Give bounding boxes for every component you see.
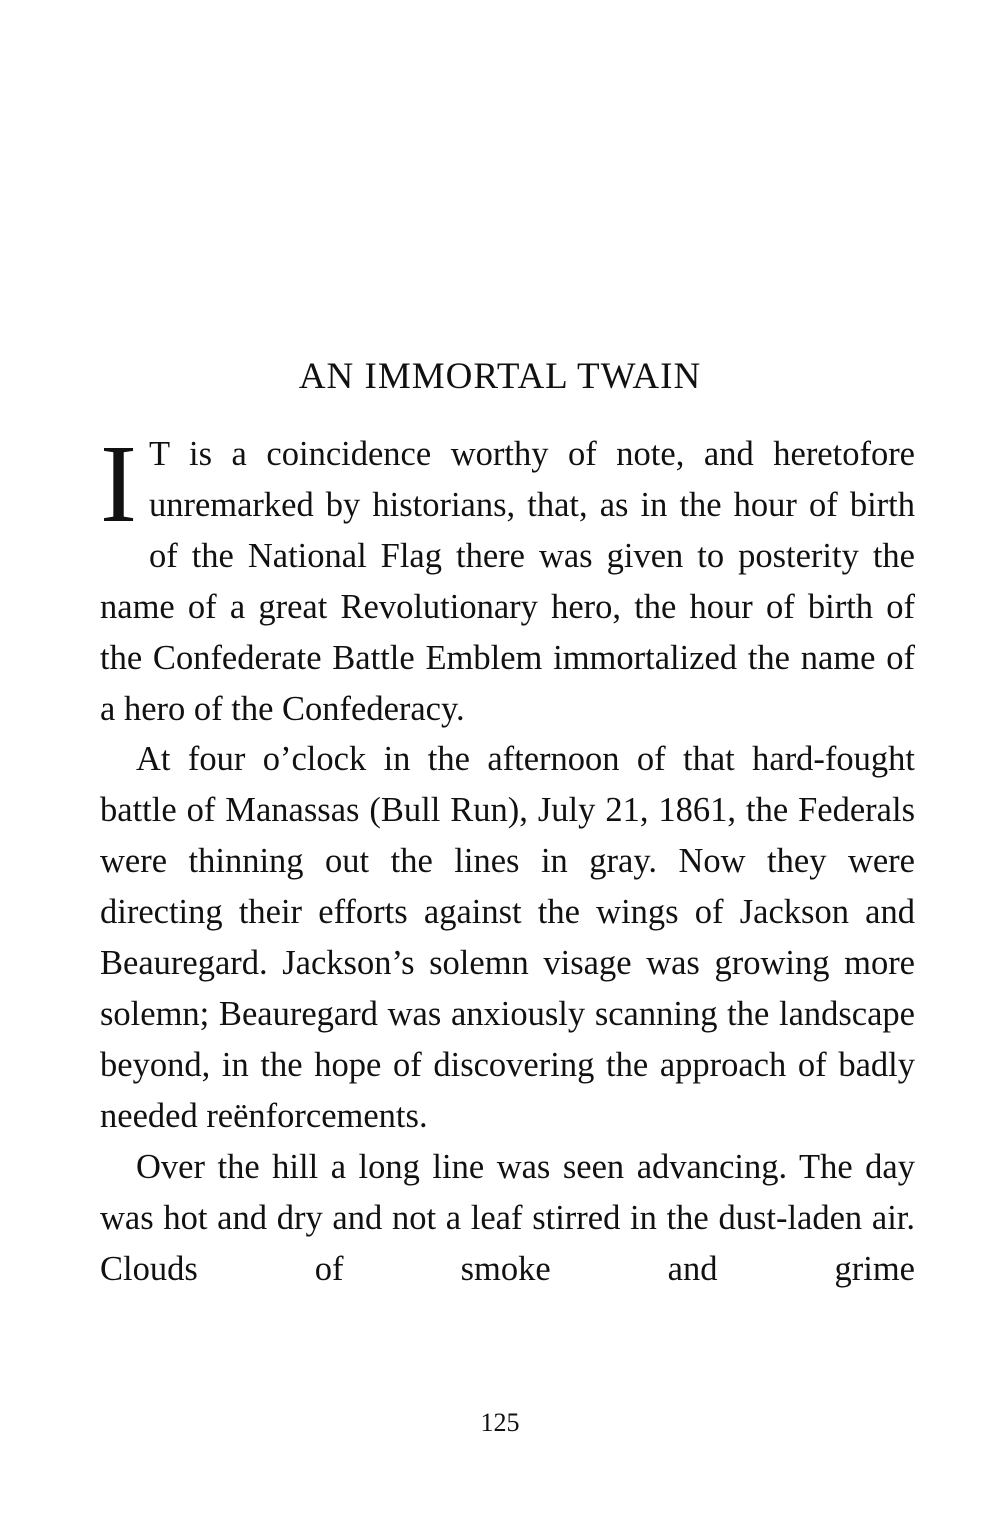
body-text <box>100 423 915 1294</box>
chapter-title: AN IMMORTAL TWAIN <box>298 356 702 397</box>
page-number: 125 <box>480 1408 520 1437</box>
paragraph-1-text: T is a coincidence worthy of note, and heretofore unremarked by historians, that, as in the hour of birth of the National Flag there was given to posterity the name of a great Revolutionary hero, the hour of birth of the Confederate Battle Emblem immortalized the name of a hero of the Confederacy. <box>100 435 915 728</box>
drop-cap: I <box>100 423 137 546</box>
paragraph-3: Over the hill a long line was seen advancing. The day was hot and dry and not a leaf stirred in the dust-laden air. Clouds of smoke and grime <box>100 1147 915 1288</box>
paragraph-1 <box>100 423 915 734</box>
paragraph-2: At four o’clock in the afternoon of that hard-fought battle of Manassas (Bull Run), July 21, 1861, the Federals were thinning out the lines in gray. Now they were directing their efforts against the wings of Jackson and Beauregard. Jackson’s solemn visage was growing more solemn; Beauregard was anxiously scanning the landscape beyond, in the hope of discovering the approach of badly needed reënforcements. <box>100 740 915 1135</box>
